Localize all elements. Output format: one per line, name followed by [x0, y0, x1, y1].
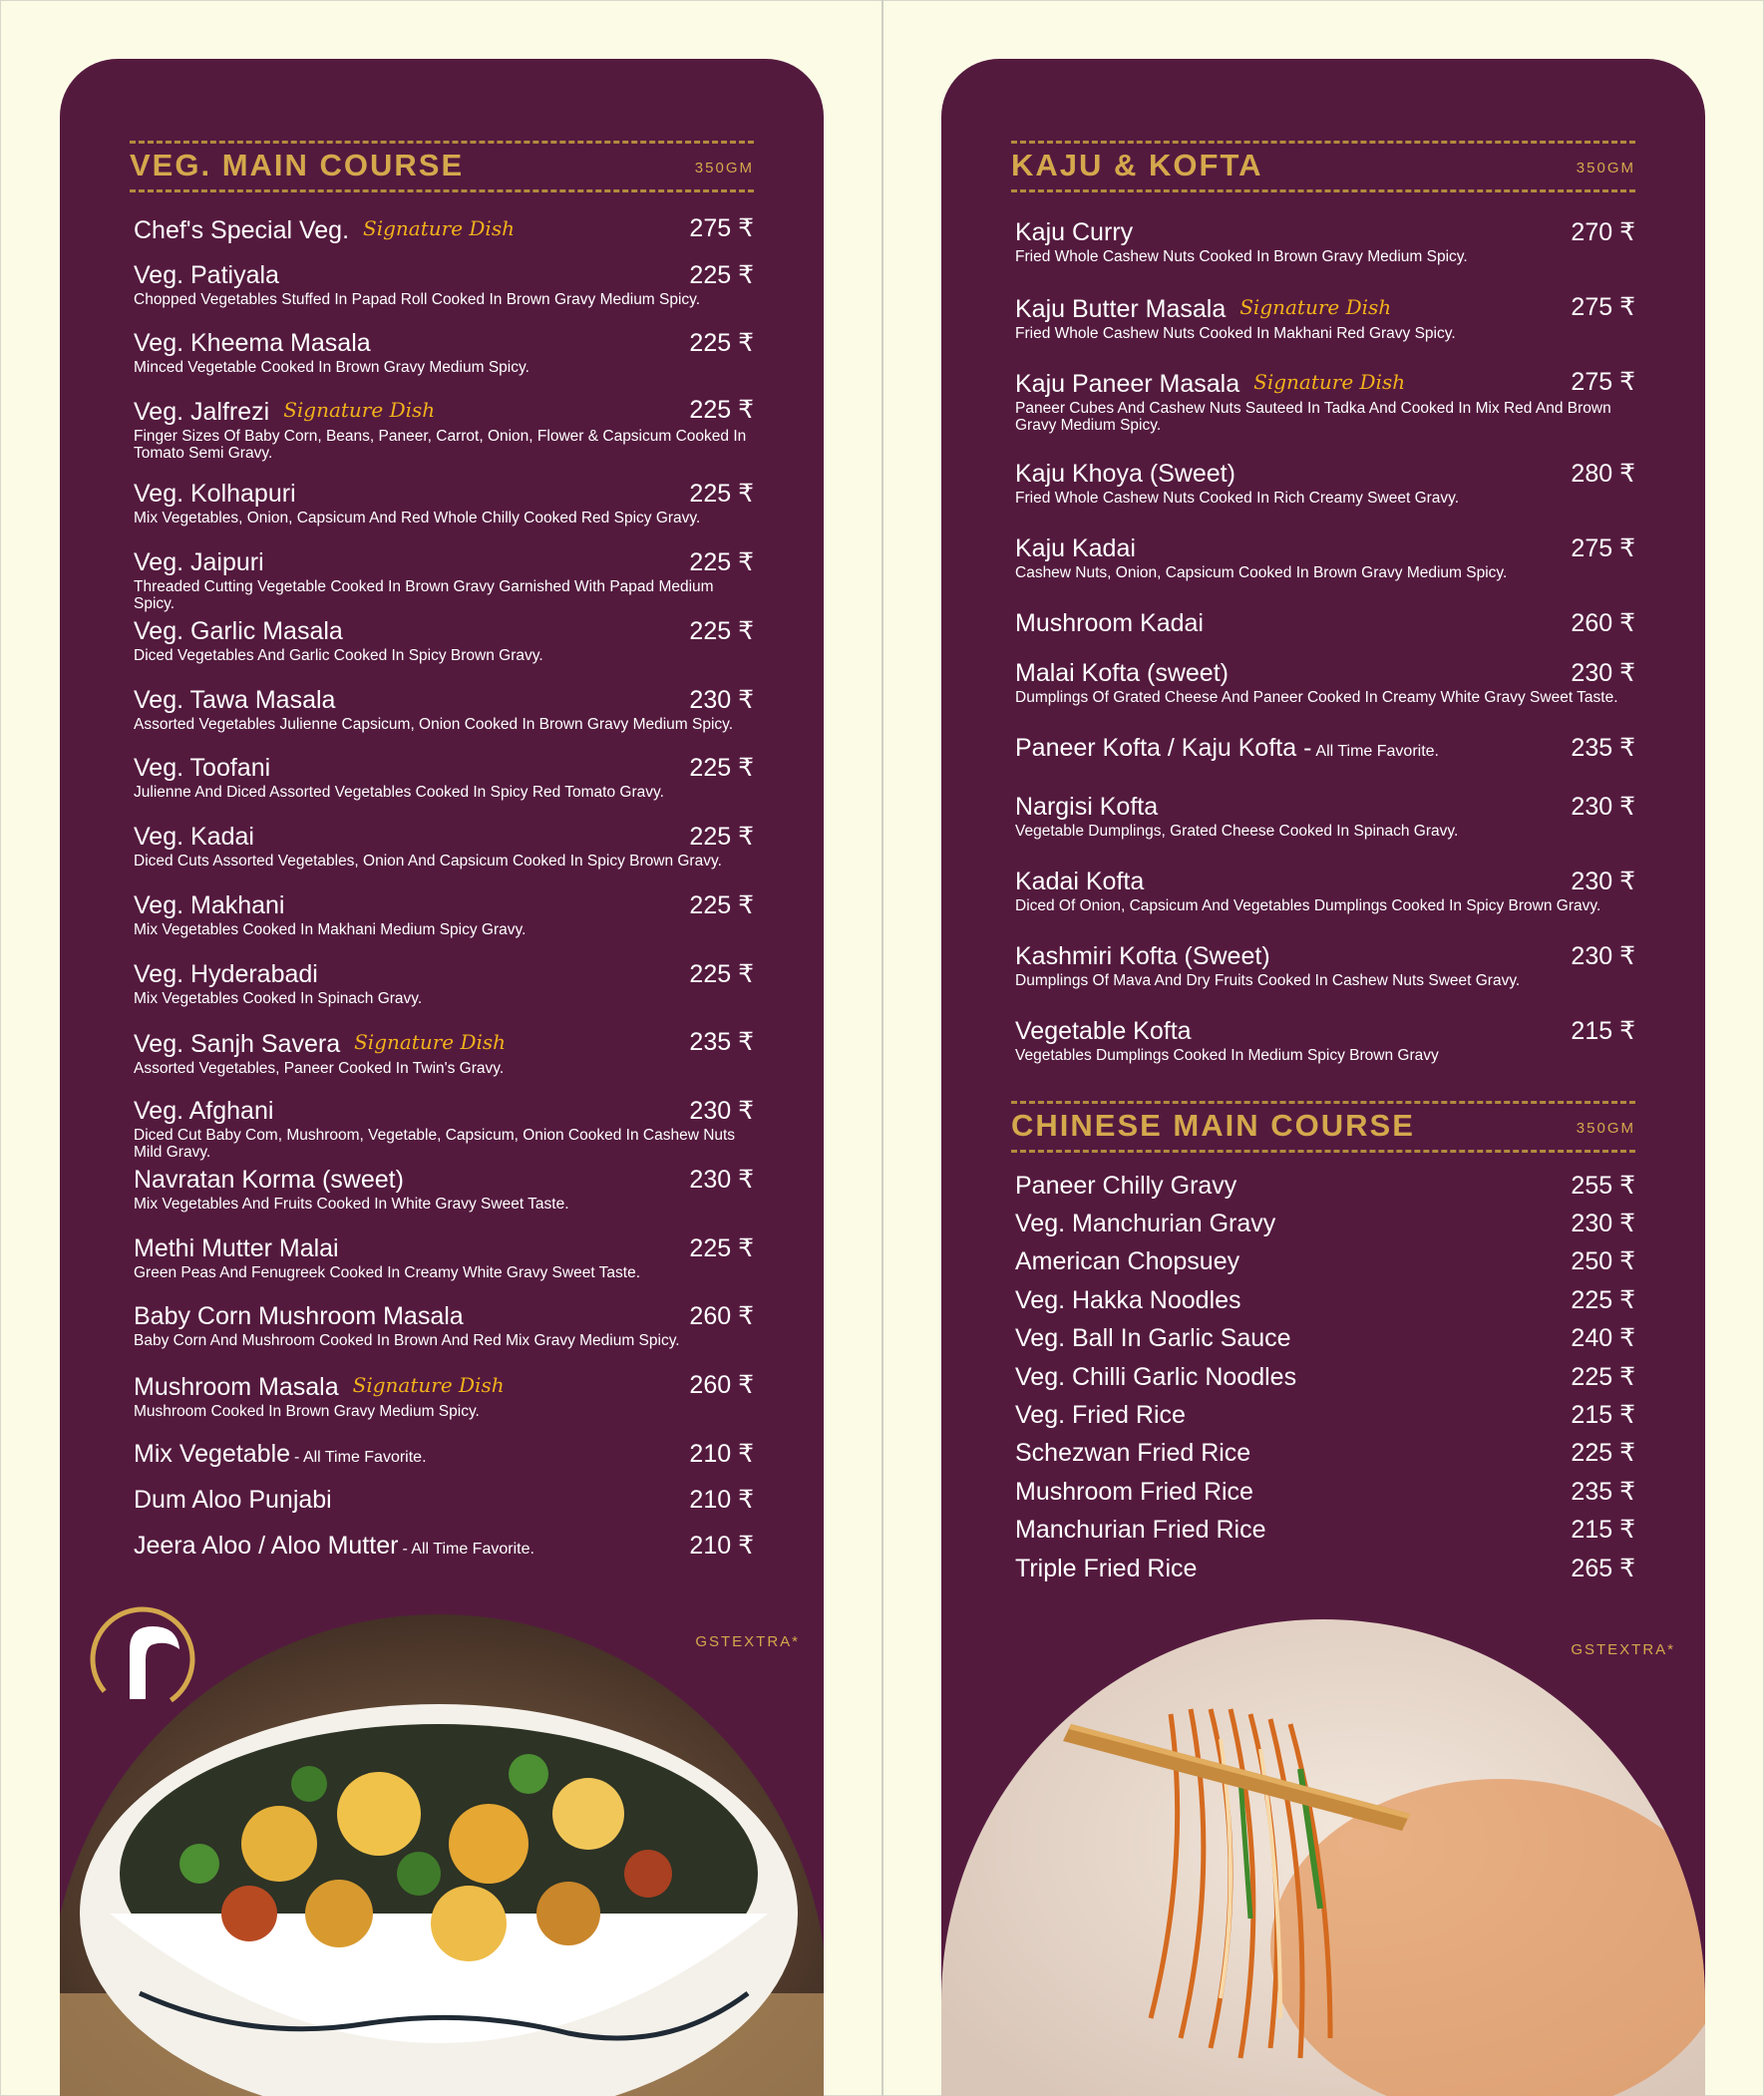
fold-divider	[882, 0, 883, 2096]
menu-item-navratan-korma-sweet	[134, 1165, 754, 1213]
section-weight: 350GM	[1576, 1120, 1635, 1137]
section-header-chinese	[1011, 1101, 1635, 1153]
item-description: Diced Vegetables And Garlic Cooked In Spicy Brown Gravy.	[134, 647, 543, 664]
item-name: Veg. Jalfrezi	[134, 398, 270, 426]
item-price: 225 ₹	[689, 960, 754, 988]
section-title: KAJU & KOFTA	[1011, 148, 1263, 182]
item-price: 230 ₹	[1571, 1210, 1635, 1237]
section-title: CHINESE MAIN COURSE	[1011, 1108, 1415, 1143]
signature-dish-label: Signature Dish	[363, 216, 515, 240]
item-name-line	[1015, 533, 1635, 563]
favorite-tag: - All Time Favorite.	[294, 1449, 427, 1466]
item-price: 225 ₹	[689, 480, 754, 508]
item-name: Veg. Kheema Masala	[134, 329, 371, 357]
item-price: 260 ₹	[689, 1302, 754, 1330]
item-name: Navratan Korma (sweet)	[134, 1166, 404, 1194]
item-name: Veg. Afghani	[134, 1097, 274, 1125]
item-name-line	[134, 1096, 754, 1126]
menu-item-chef-s-special-veg	[134, 213, 754, 245]
item-name-line	[1015, 1438, 1635, 1468]
item-description: Diced Cuts Assorted Vegetables, Onion And Capsicum Cooked In Spicy Brown Gravy.	[134, 853, 722, 870]
favorite-tag: - All Time Favorite.	[402, 1541, 534, 1558]
item-name-line	[134, 547, 754, 577]
item-price: 225 ₹	[689, 754, 754, 782]
item-price: 225 ₹	[689, 891, 754, 919]
item-name: Triple Fried Rice	[1015, 1555, 1198, 1582]
menu-item-veg-kolhapuri	[134, 479, 754, 526]
item-description: Vegetables Dumplings Cooked In Medium Spicy Brown Gravy	[1015, 1047, 1439, 1064]
menu-item-paneer-chilly-gravy	[1015, 1171, 1635, 1201]
item-name: Nargisi Kofta	[1015, 793, 1159, 821]
item-description: Fried Whole Cashew Nuts Cooked In Rich Creamy Sweet Gravy.	[1015, 490, 1460, 507]
menu-item-veg-toofani	[134, 753, 754, 801]
menu-item-veg-jalfrezi	[134, 395, 754, 462]
menu-item-veg-chilli-garlic-noodles	[1015, 1362, 1635, 1392]
item-price: 225 ₹	[1571, 1363, 1635, 1391]
menu-item-veg-hakka-noodles	[1015, 1285, 1635, 1315]
signature-dish-label: Signature Dish	[1239, 295, 1392, 319]
item-name: Mushroom Kadai	[1015, 609, 1204, 637]
menu-item-veg-fried-rice	[1015, 1400, 1635, 1430]
item-price: 225 ₹	[689, 548, 754, 576]
item-name: Veg. Makhani	[134, 891, 285, 919]
item-name: Mushroom Fried Rice	[1015, 1478, 1253, 1506]
item-price: 270 ₹	[1571, 218, 1635, 246]
item-name-line	[1015, 1171, 1635, 1201]
menu-item-american-chopsuey	[1015, 1246, 1635, 1276]
item-name: Kashmiri Kofta (Sweet)	[1015, 942, 1270, 970]
item-name-line	[134, 685, 754, 715]
menu-item-kaju-khoya-sweet	[1015, 459, 1635, 507]
item-name: Paneer Chilly Gravy	[1015, 1172, 1237, 1200]
item-name-line	[1015, 1016, 1635, 1046]
item-name: Veg. Manchurian Gravy	[1015, 1210, 1276, 1237]
item-name-line	[1015, 1323, 1635, 1353]
item-name: Veg. Garlic Masala	[134, 617, 343, 645]
item-name: Mix Vegetable	[134, 1440, 291, 1468]
item-name-line	[134, 1027, 754, 1059]
item-name: Vegetable Kofta	[1015, 1017, 1192, 1045]
item-name-line	[1015, 1285, 1635, 1315]
item-name-line	[1015, 941, 1635, 971]
item-name: American Chopsuey	[1015, 1247, 1240, 1275]
menu-item-manchurian-fried-rice	[1015, 1515, 1635, 1545]
item-price: 225 ₹	[689, 617, 754, 645]
item-price: 265 ₹	[1571, 1555, 1635, 1582]
item-name-line	[1015, 1554, 1635, 1583]
item-name: Veg. Jaipuri	[134, 548, 264, 576]
menu-item-veg-kadai	[134, 822, 754, 870]
item-name-line	[1015, 1477, 1635, 1507]
item-price: 235 ₹	[689, 1028, 754, 1056]
item-price: 225 ₹	[689, 1234, 754, 1262]
item-description: Mushroom Cooked In Brown Gravy Medium Spicy.	[134, 1403, 480, 1420]
item-price: 225 ₹	[689, 329, 754, 357]
item-price: 280 ₹	[1571, 460, 1635, 488]
item-name-line	[1015, 367, 1635, 399]
signature-dish-label: Signature Dish	[354, 1030, 507, 1054]
menu-item-veg-ball-in-garlic-sauce	[1015, 1323, 1635, 1353]
item-name-line	[1015, 1246, 1635, 1276]
item-name-line	[1015, 733, 1635, 767]
section-title: VEG. MAIN COURSE	[130, 148, 465, 182]
item-name: Veg. Sanjh Savera	[134, 1030, 341, 1058]
item-name: Veg. Toofani	[134, 754, 271, 782]
item-name-line	[134, 395, 754, 427]
menu-panel-veg-main-course	[60, 59, 824, 2096]
item-description: Vegetable Dumplings, Grated Cheese Cooked In Spinach Gravy.	[1015, 823, 1459, 840]
menu-item-veg-garlic-masala	[134, 616, 754, 664]
menu-item-malai-kofta-sweet	[1015, 658, 1635, 706]
item-price: 230 ₹	[689, 1097, 754, 1125]
favorite-tag: All Time Favorite.	[1315, 743, 1439, 760]
item-name: Veg. Kolhapuri	[134, 480, 296, 508]
item-price: 230 ₹	[689, 686, 754, 714]
menu-item-jeera-aloo-aloo-mutter	[134, 1531, 754, 1565]
item-name: Kaju Khoya (Sweet)	[1015, 460, 1235, 488]
item-description: Mix Vegetables, Onion, Capsicum And Red Whole Chilly Cooked Red Spicy Gravy.	[134, 510, 701, 526]
menu-item-mushroom-masala	[134, 1370, 754, 1420]
item-name: Veg. Fried Rice	[1015, 1401, 1186, 1429]
item-price: 210 ₹	[689, 1532, 754, 1560]
item-description: Mix Vegetables Cooked In Makhani Medium Spicy Gravy.	[134, 921, 527, 938]
menu-panel-kaju-kofta-chinese	[941, 59, 1705, 2096]
menu-item-baby-corn-mushroom-masala	[134, 1301, 754, 1349]
item-name-line	[1015, 292, 1635, 324]
menu-item-kadai-kofta	[1015, 867, 1635, 914]
item-price: 215 ₹	[1571, 1516, 1635, 1544]
item-description: Threaded Cutting Vegetable Cooked In Brown Gravy Garnished With Papad Medium Spicy.	[134, 578, 714, 612]
item-price: 210 ₹	[689, 1486, 754, 1514]
menu-item-veg-patiyala	[134, 260, 754, 308]
item-name-line	[1015, 608, 1635, 638]
menu-item-kashmiri-kofta-sweet	[1015, 941, 1635, 989]
gst-note: GSTEXTRA*	[695, 1633, 800, 1650]
item-price: 215 ₹	[1571, 1401, 1635, 1429]
item-description: Finger Sizes Of Baby Corn, Beans, Paneer, Carrot, Onion, Flower & Capsicum Cooked In Tomato Semi Gravy.	[134, 428, 747, 462]
menu-item-veg-sanjh-savera	[134, 1027, 754, 1077]
item-price: 260 ₹	[689, 1371, 754, 1399]
item-name: Veg. Ball In Garlic Sauce	[1015, 1324, 1291, 1352]
menu-item-schezwan-fried-rice	[1015, 1438, 1635, 1468]
item-name-line	[134, 1485, 754, 1515]
item-name-line	[1015, 1400, 1635, 1430]
item-name-line	[134, 1531, 754, 1565]
menu-item-methi-mutter-malai	[134, 1233, 754, 1281]
menu-item-veg-tawa-masala	[134, 685, 754, 733]
gst-note: GSTEXTRA*	[1571, 1641, 1675, 1658]
menu-item-mushroom-kadai	[1015, 608, 1635, 638]
item-name-line	[1015, 658, 1635, 688]
item-description: Green Peas And Fenugreek Cooked In Creamy White Gravy Sweet Taste.	[134, 1264, 641, 1281]
item-name-line	[134, 1370, 754, 1402]
item-description: Mix Vegetables And Fruits Cooked In White Gravy Sweet Taste.	[134, 1196, 569, 1213]
section-weight: 350GM	[694, 160, 754, 176]
item-price: 230 ₹	[689, 1166, 754, 1194]
item-name: Veg. Chilli Garlic Noodles	[1015, 1363, 1297, 1391]
item-name-line	[134, 1233, 754, 1263]
item-name: Malai Kofta (sweet)	[1015, 659, 1229, 687]
item-price: 225 ₹	[1571, 1286, 1635, 1314]
menu-item-veg-kheema-masala	[134, 328, 754, 376]
item-description: Diced Cut Baby Com, Mushroom, Vegetable, Capsicum, Onion Cooked In Cashew Nuts Mild Gravy.	[134, 1127, 736, 1161]
item-name-line	[134, 260, 754, 290]
menu-item-kaju-butter-masala	[1015, 292, 1635, 342]
menu-item-mix-vegetable	[134, 1439, 754, 1473]
item-name: Chef's Special Veg.	[134, 216, 350, 244]
item-name-line	[134, 1165, 754, 1195]
item-name: Veg. Kadai	[134, 823, 254, 851]
item-name: Kaju Paneer Masala	[1015, 370, 1240, 398]
menu-item-veg-jaipuri	[134, 547, 754, 612]
item-name-line	[134, 753, 754, 783]
item-name-line	[1015, 867, 1635, 896]
item-price: 225 ₹	[1571, 1439, 1635, 1467]
item-name: Manchurian Fried Rice	[1015, 1516, 1266, 1544]
item-price: 225 ₹	[689, 823, 754, 851]
menu-item-nargisi-kofta	[1015, 792, 1635, 840]
item-price: 250 ₹	[1571, 1247, 1635, 1275]
menu-item-veg-manchurian-gravy	[1015, 1209, 1635, 1238]
menu-item-kaju-paneer-masala	[1015, 367, 1635, 434]
item-name: Kaju Curry	[1015, 218, 1134, 246]
item-price: 230 ₹	[1571, 793, 1635, 821]
item-name-line	[134, 959, 754, 989]
item-name-line	[134, 213, 754, 245]
signature-dish-label: Signature Dish	[1253, 370, 1406, 394]
item-name-line	[134, 479, 754, 509]
section-weight: 350GM	[1576, 160, 1635, 176]
item-name-line	[1015, 1362, 1635, 1392]
item-description: Paneer Cubes And Cashew Nuts Sauteed In Tadka And Cooked In Mix Red And Brown Gravy Medium Spicy.	[1015, 400, 1611, 434]
item-description: Dumplings Of Mava And Dry Fruits Cooked In Cashew Nuts Sweet Gravy.	[1015, 972, 1521, 989]
item-name: Kaju Butter Masala	[1015, 295, 1227, 323]
item-description: Fried Whole Cashew Nuts Cooked In Brown Gravy Medium Spicy.	[1015, 248, 1468, 265]
item-description: Diced Of Onion, Capsicum And Vegetables Dumplings Cooked In Spicy Brown Gravy.	[1015, 897, 1601, 914]
item-description: Chopped Vegetables Stuffed In Papad Roll Cooked In Brown Gravy Medium Spicy.	[134, 291, 701, 308]
item-description: Assorted Vegetables Julienne Capsicum, Onion Cooked In Brown Gravy Medium Spicy.	[134, 716, 734, 733]
item-name-line	[134, 1301, 754, 1331]
restaurant-logo-icon	[88, 1604, 197, 1714]
item-price: 230 ₹	[1571, 868, 1635, 895]
item-name-line	[134, 822, 754, 852]
menu-item-veg-afghani	[134, 1096, 754, 1161]
item-price: 275 ₹	[1571, 534, 1635, 562]
item-name: Mushroom Masala	[134, 1373, 339, 1401]
item-name-line	[134, 890, 754, 920]
item-name: Baby Corn Mushroom Masala	[134, 1302, 464, 1330]
menu-item-dum-aloo-punjabi	[134, 1485, 754, 1515]
item-name-line	[134, 1439, 754, 1473]
item-description: Mix Vegetables Cooked In Spinach Gravy.	[134, 990, 423, 1007]
item-description: Baby Corn And Mushroom Cooked In Brown And Red Mix Gravy Medium Spicy.	[134, 1332, 680, 1349]
item-price: 215 ₹	[1571, 1017, 1635, 1045]
item-name: Paneer Kofta / Kaju Kofta -	[1015, 734, 1312, 762]
item-price: 225 ₹	[689, 396, 754, 424]
item-price: 230 ₹	[1571, 659, 1635, 687]
item-name: Veg. Hakka Noodles	[1015, 1286, 1241, 1314]
item-name: Jeera Aloo / Aloo Mutter	[134, 1532, 399, 1560]
item-name-line	[1015, 1515, 1635, 1545]
item-price: 210 ₹	[689, 1440, 754, 1468]
signature-dish-label: Signature Dish	[352, 1373, 505, 1397]
item-price: 260 ₹	[1571, 609, 1635, 637]
item-name: Methi Mutter Malai	[134, 1234, 339, 1262]
item-name: Kadai Kofta	[1015, 868, 1145, 895]
item-price: 235 ₹	[1571, 1478, 1635, 1506]
item-name: Veg. Tawa Masala	[134, 686, 336, 714]
item-name: Dum Aloo Punjabi	[134, 1486, 332, 1514]
item-price: 255 ₹	[1571, 1172, 1635, 1200]
menu-item-triple-fried-rice	[1015, 1554, 1635, 1583]
menu-item-kaju-kadai	[1015, 533, 1635, 581]
item-description: Fried Whole Cashew Nuts Cooked In Makhani Red Gravy Spicy.	[1015, 325, 1456, 342]
item-name-line	[134, 616, 754, 646]
item-description: Dumplings Of Grated Cheese And Paneer Cooked In Creamy White Gravy Sweet Taste.	[1015, 689, 1618, 706]
item-name-line	[1015, 459, 1635, 489]
item-name: Schezwan Fried Rice	[1015, 1439, 1251, 1467]
item-name: Veg. Hyderabadi	[134, 960, 318, 988]
item-description: Minced Vegetable Cooked In Brown Gravy Medium Spicy.	[134, 359, 529, 376]
item-name-line	[1015, 1209, 1635, 1238]
menu-item-vegetable-kofta	[1015, 1016, 1635, 1064]
item-description: Cashew Nuts, Onion, Capsicum Cooked In Brown Gravy Medium Spicy.	[1015, 564, 1508, 581]
section-header	[130, 141, 754, 192]
menu-item-kaju-curry	[1015, 217, 1635, 265]
item-name-line	[1015, 217, 1635, 247]
item-price: 235 ₹	[1571, 734, 1635, 762]
item-price: 240 ₹	[1571, 1324, 1635, 1352]
item-description: Julienne And Diced Assorted Vegetables Cooked In Spicy Red Tomato Gravy.	[134, 784, 664, 801]
item-name-line	[134, 328, 754, 358]
item-name: Veg. Patiyala	[134, 261, 279, 289]
section-header-kaju-kofta	[1011, 141, 1635, 192]
menu-item-mushroom-fried-rice	[1015, 1477, 1635, 1507]
signature-dish-label: Signature Dish	[283, 398, 436, 422]
menu-item-veg-makhani	[134, 890, 754, 938]
item-price: 230 ₹	[1571, 942, 1635, 970]
item-name-line	[1015, 792, 1635, 822]
item-price: 275 ₹	[1571, 368, 1635, 396]
item-description: Assorted Vegetables, Paneer Cooked In Twin's Gravy.	[134, 1060, 505, 1077]
menu-item-veg-hyderabadi	[134, 959, 754, 1007]
item-price: 225 ₹	[689, 261, 754, 289]
item-name: Kaju Kadai	[1015, 534, 1136, 562]
item-price: 275 ₹	[1571, 293, 1635, 321]
menu-item-paneer-kofta-kaju-kofta	[1015, 733, 1635, 767]
noodles-chopsticks-photo	[941, 1619, 1705, 2096]
item-price: 275 ₹	[689, 214, 754, 242]
